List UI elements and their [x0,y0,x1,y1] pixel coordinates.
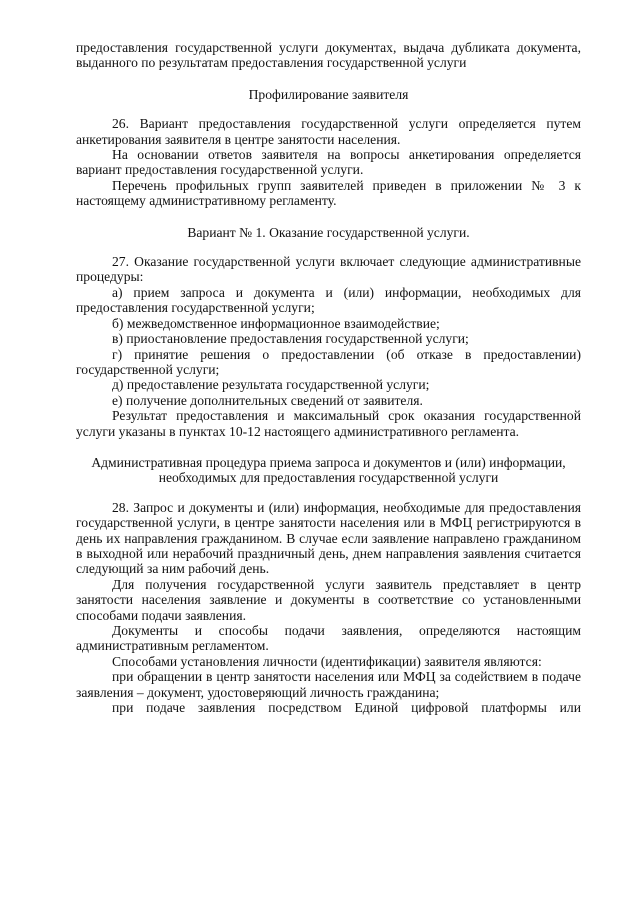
paragraph-26-variant: 26. Вариант предоставления государственной услуги определяется путем анкетирования заявителя в центре занятости населения. [76,116,581,147]
list-item-27b: б) межведомственное информационное взаимодействие; [112,315,440,331]
list-item-27e: д) предоставление результата государственной услуги; [112,377,430,393]
paragraph-28-registration: 28. Запрос и документы и (или) информация, необходимые для предоставления государственной услуги, в центре занятости населения или в МФЦ регистрируются в день их направления гражданином. В случае если заявление направлено гражданином в выходной или нерабочий праздничный день, днем направления заявления считается следующий за ним рабочий день. [76,499,581,577]
paragraph-28-platform: при подаче заявления посредством Единой цифровой платформы или [112,700,581,716]
heading-profiling: Профилирование заявителя [248,86,409,102]
paragraph-28-mfc: при обращении в центр занятости населения или МФЦ за содействием в подаче заявления – документ, удостоверяющий личность гражданина; [76,669,581,700]
list-item-27a: а) прием запроса и документа и (или) информации, необходимых для предоставления государственной услуги; [76,284,581,316]
paragraph-intro: предоставления государственной услуги документах, выдача дубликата документа, выданного по результатам предоставления государственной услуги [76,40,581,71]
list-item-27d: г) принятие решения о предоставлении (об отказе в предоставлении) государственной услуги; [76,346,581,377]
list-item-27c: в) приостановление предоставления государственной услуги; [112,331,469,347]
paragraph-28-identification: Способами установления личности (идентификации) заявителя являются: [112,653,542,669]
list-item-27f: е) получение дополнительных сведений от заявителя. [112,392,423,408]
paragraph-28-documents: Документы и способы подачи заявления, определяются настоящим административным регламентом. [76,623,581,654]
heading-admin-procedure: Административная процедура приема запроса и документов и (или) информации, необходимых для предоставления государственной услуги [91,454,566,486]
paragraph-26-groups: Перечень профильных групп заявителей приведен в приложении № 3 к настоящему административному регламенту. [76,177,581,209]
paragraph-28-submission: Для получения государственной услуги заявитель представляет в центр занятости населения заявление и документы в соответствие со установленными способами подачи заявления. [76,576,581,623]
paragraph-27-result: Результат предоставления и максимальный срок оказания государственной услуги указаны в пунктах 10-12 настоящего административного регламента. [76,408,581,439]
document-body [76,40,581,715]
heading-variant-1: Вариант № 1. Оказание государственной услуги. [187,224,470,240]
paragraph-26-answers: На основании ответов заявителя на вопросы анкетирования определяется вариант предоставления государственной услуги. [76,147,581,178]
paragraph-27: 27. Оказание государственной услуги включает следующие административные процедуры: [76,254,581,285]
